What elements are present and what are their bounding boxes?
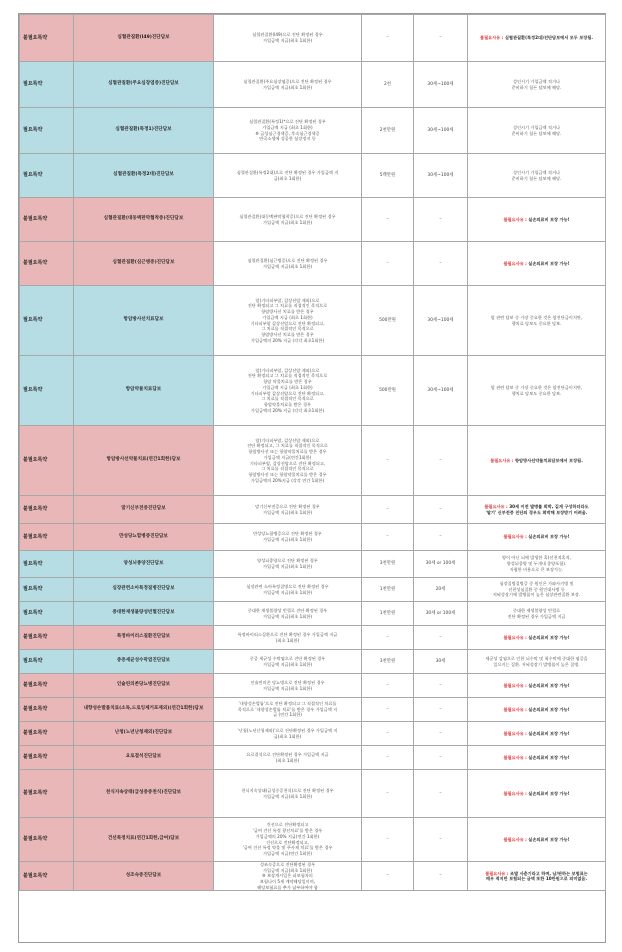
note-cell xyxy=(468,674,606,698)
table-row xyxy=(20,356,606,426)
age-range-cell: – xyxy=(414,242,468,286)
reason-text: 항암방사선약물치료담보에서 보장됨. xyxy=(515,457,583,463)
coverage-name-cell: 심혈관질환(주요심장염증)진단담보 xyxy=(74,62,214,108)
reason-prefix: 불필요사유 : xyxy=(503,682,529,688)
coverage-name-cell: 말기신부전증진단담보 xyxy=(74,496,214,524)
description-cell: 인슐린의존 당뇨병으로 진단 확정된 경우 가입금액 지급(최초 1회한) xyxy=(214,674,362,698)
category-cell: 불필요특약 xyxy=(20,626,74,650)
category-cell: 필요특약 xyxy=(20,650,74,674)
note-cell: 성인시기 가입금액 적거나 준비하기 힘든 담보에 해당. xyxy=(468,62,606,108)
table-row xyxy=(20,746,606,770)
description-cell: 양성뇌종양으로 진단 확정된 경우 가입금액 지급(최초 1회한) xyxy=(214,551,362,578)
amount-cell: – xyxy=(362,626,414,650)
reason-text: 실손의료비 보장 가능! xyxy=(528,682,570,688)
reason-prefix: 불필요사유 : xyxy=(503,730,529,736)
table-row xyxy=(20,62,606,108)
table-row xyxy=(20,770,606,818)
age-range-cell: – xyxy=(414,15,468,62)
reason-text: 심혈관질환(특정2대)진단담보에서 모두 보장됨. xyxy=(504,35,593,41)
reason-text: 실손의료비 보장 가능! xyxy=(528,634,570,640)
table-row xyxy=(20,578,606,602)
category-cell: 불필요특약 xyxy=(20,242,74,286)
category-cell: 필요특약 xyxy=(20,356,74,426)
note-cell xyxy=(468,862,606,891)
table-row xyxy=(20,722,606,746)
coverage-name-cell: 양성뇌종양진단담보 xyxy=(74,551,214,578)
age-range-cell: – xyxy=(414,818,468,862)
age-range-cell: – xyxy=(414,722,468,746)
amount-cell: – xyxy=(362,242,414,286)
table-row xyxy=(20,154,606,198)
reason-prefix: 불필요사유 : xyxy=(485,870,511,876)
reason-text: 30세 이전 발병률 희박, 길게 구성하더라도 '말기' 신부전증 진단의 경우도 희박해 보장받기 어려움. xyxy=(485,503,589,515)
description-cell: 말기신부전증으로 진단 확정된 경우 가입금액 지급(최초 1회한) xyxy=(214,496,362,524)
coverage-name-cell: 인슐린의존당뇨병진단담보 xyxy=(74,674,214,698)
reason-prefix: 불필요사유 : xyxy=(490,457,516,463)
description-cell: 심혈관질환(주요심장염증)으로 진단 확정된 경우 가입금액 지급(최초 1회한) xyxy=(214,62,362,108)
amount-cell: – xyxy=(362,818,414,862)
amount-cell: 500만원 xyxy=(362,356,414,426)
reason-prefix: 불필요사유 : xyxy=(503,706,529,712)
coverage-name-cell: 심혈관질환(대동맥판막협착증)진단담보 xyxy=(74,198,214,242)
table-row xyxy=(20,524,606,551)
coverage-name-cell: 심혈관질환(특정1)진단담보 xyxy=(74,108,214,154)
category-cell: 불필요특약 xyxy=(20,496,74,524)
description-cell: 천식지속상태(급성중증천식)으로 진단 확정된 경우 가입금액 지급(최초 1회한) xyxy=(214,770,362,818)
reason-prefix: 불필요사유 : xyxy=(503,754,529,760)
reason-text: 실손의료비 보장 가능! xyxy=(528,836,570,842)
amount-cell: 1천만원 xyxy=(362,602,414,626)
description-cell: 암(기타피부암, 갑상선암 제외)으로 진단 확정되고 그 치료를 직접적인 목적으로 항암 약물치료를 받은 경우 가입금액 지급 (최초 1회한) 기타피부암 갑상선암으로 진단 확정되고, 그 치료를 직접적인 목적으로 항암약물치료를 받은 경우 가입금액의 20% 지급 (각각 최초1회한) xyxy=(214,356,362,426)
reason-text: 실손의료비 보장 가능! xyxy=(528,790,570,796)
coverage-name-cell: 특정바이러스질환진단담보 xyxy=(74,626,214,650)
category-cell: 불필요특약 xyxy=(20,818,74,862)
note-cell xyxy=(468,626,606,650)
table-row xyxy=(20,818,606,862)
table-row xyxy=(20,426,606,496)
age-range-cell: 30세~100세 xyxy=(414,356,468,426)
amount-cell: – xyxy=(362,496,414,524)
amount-cell: – xyxy=(362,722,414,746)
coverage-table-container xyxy=(18,13,606,943)
note-cell xyxy=(468,722,606,746)
reason-prefix: 불필요사유 : xyxy=(503,216,529,222)
description-cell: 만성당뇨합병증으로 진단 확정된 경우 가입금액 지급(최초 1회한) xyxy=(214,524,362,551)
amount-cell: – xyxy=(362,426,414,496)
coverage-name-cell: 건선특정치료(연간1회한,급여)담보 xyxy=(74,818,214,862)
coverage-name-cell: 심장관련소아특정질병진단담보 xyxy=(74,578,214,602)
age-range-cell: 30세~100세 xyxy=(414,154,468,198)
coverage-name-cell: 천식지속상태(급성중증천식)진단담보 xyxy=(74,770,214,818)
age-range-cell: – xyxy=(414,198,468,242)
description-cell: 심장관련 소아특정질병으로 진단 확정된 경우 가입금액 지급(최초 1회한) xyxy=(214,578,362,602)
age-range-cell: 20세 xyxy=(414,578,468,602)
amount-cell: – xyxy=(362,15,414,62)
category-cell: 불필요특약 xyxy=(20,198,74,242)
coverage-name-cell: 심혈관질환(심근병증)진단담보 xyxy=(74,242,214,286)
amount-cell: – xyxy=(362,524,414,551)
category-cell: 필요특약 xyxy=(20,154,74,198)
table-row xyxy=(20,650,606,674)
description-cell: 암(기타피부암, 갑상선암 제외)으로 진단 확정되고, 그 치료를 직접적인 목적으로 항암방사선 또는 항암약물치료를 받은 경우 가입금액 지급(연간1회한) 기타피부암, 갑상선암으로 진단 확정되고, 그 치료를 직접적인 목적으로 항암방사선 또는 항암약물치료를 받은 경우 가입금액의 20%지급 (각각 연간 1회한) xyxy=(214,426,362,496)
category-cell: 필요특약 xyxy=(20,108,74,154)
note-cell xyxy=(468,496,606,524)
reason-prefix: 불필요사유 : xyxy=(484,503,510,509)
category-cell: 필요특약 xyxy=(20,602,74,626)
amount-cell: 2천 xyxy=(362,62,414,108)
age-range-cell: – xyxy=(414,770,468,818)
age-range-cell: – xyxy=(414,626,468,650)
reason-prefix: 불필요사유 : xyxy=(503,836,529,842)
reason-text: 조발 사춘기라고 하며, 남/판하는 보험료는 매우 적지만 보험되는 금액 또한 10만원으로 의미없음. xyxy=(485,870,588,882)
age-range-cell: 30세 or 100세 xyxy=(414,551,468,578)
coverage-name-cell: 내향성손발톱치료(소독,드로잉제거포제외)(연간1회한)담보 xyxy=(74,698,214,722)
coverage-table xyxy=(19,14,606,891)
reason-text: 실손의료비 보장 가능! xyxy=(528,706,570,712)
amount-cell: – xyxy=(362,198,414,242)
note-cell: 성인시기 가입금액 적거나 준비하기 힘든 담보에 해당. xyxy=(468,108,606,154)
reason-prefix: 불필요사유 : xyxy=(503,534,529,540)
category-cell: 불필요특약 xyxy=(20,426,74,496)
age-range-cell: – xyxy=(414,862,468,891)
note-cell xyxy=(468,770,606,818)
age-range-cell: – xyxy=(414,496,468,524)
description-cell: 심혈관질환(심근병증)으로 진단 확정된 경우 가입금액 지급(최초 1회한) xyxy=(214,242,362,286)
category-cell: 필요특약 xyxy=(20,578,74,602)
age-range-cell: 30세~100세 xyxy=(414,62,468,108)
age-range-cell: – xyxy=(414,698,468,722)
description-cell: 심혈관질환(특정1)*으로 진단 확정된 경우 가입금액 지급 (최초 1회한) ※ 급성심근경색증, 후속심근경색증 만곡소생에 성공한 심장정지 등 xyxy=(214,108,362,154)
amount-cell: – xyxy=(362,746,414,770)
note-cell: 암 관련 담보 중 가장 중요한 것은 암진단금이지만, 행치료 담보도 중요한 담보. xyxy=(468,356,606,426)
table-row xyxy=(20,286,606,356)
coverage-name-cell: 만성당뇨합병증진단담보 xyxy=(74,524,214,551)
description-cell: '내향성손발톱'으로 진단 확정되고 그 직접적인 치료를 목적으로 '내향성손발톱 치료'를 받은 경우 가입금액 지 급 (연간 1회한) xyxy=(214,698,362,722)
note-cell: 성인시기 가입금액 적거나 준비하기 힘든 담보에 해당. xyxy=(468,154,606,198)
note-cell xyxy=(468,698,606,722)
age-range-cell: – xyxy=(414,426,468,496)
table-row xyxy=(20,551,606,578)
coverage-name-cell: 성조숙증진단담보 xyxy=(74,862,214,891)
reason-prefix: 불필요사유 : xyxy=(480,35,505,41)
category-cell: 필요특약 xyxy=(20,286,74,356)
description-cell: 중증 세균성 수막염으로 진단 확정된 경우 가입금액 지급(최초 1회한) xyxy=(214,650,362,674)
reason-prefix: 불필요사유 : xyxy=(503,790,529,796)
category-cell: 필요특약 xyxy=(20,551,74,578)
note-cell: 암 관련 담보 중 가장 중요한 것은 암진단금이지만, 행치료 담보도 중요한 담보. xyxy=(468,286,606,356)
amount-cell: 500만원 xyxy=(362,286,414,356)
note-cell xyxy=(468,242,606,286)
note-cell xyxy=(468,15,606,62)
category-cell: 불필요특약 xyxy=(20,674,74,698)
coverage-name-cell: 심혈관질환(I49)진단담보 xyxy=(74,15,214,62)
amount-cell: – xyxy=(362,698,414,722)
table-row xyxy=(20,626,606,650)
description-cell: 암(기타피부암, 갑상선암 제외)으로 진단 확정되고 그 치료를 직접적인 목적으로 항암방사선 치료를 받은 경우 가입금액 지급 (최초 1회한) 기타피부암 갑상선암으로 진단 확정되고, 그 치료를 직접적인 목적으로 항암방사선 치료를 받은 경우 가입금액의 20% 지급 (각각 최초1회한) xyxy=(214,286,362,356)
amount-cell: – xyxy=(362,770,414,818)
amount-cell: – xyxy=(362,674,414,698)
reason-text: 실손의료비 보장 가능! xyxy=(528,216,570,222)
description-cell: 건선으로 진단확정되고 '급여 건선 특정 광선치료'를 받은 경우 가입금액의 20% 지급(연간 1회한) 건선으로 진단확정되고, '급여 건선 특정 약물 및 주사제 치료'를 받은 경우 가입금액 지급(연간 1회한) xyxy=(214,818,362,862)
amount-cell: 3천만원 xyxy=(362,551,414,578)
table-row xyxy=(20,862,606,891)
note-cell: 심장질병질병증 중 원인은 가와사키병 및 선천성심질환 중 원인대사병 등 저녁성장기에 발병률이 높은 심장관련질환 보장. xyxy=(468,578,606,602)
description-cell: '난청(노년난청제외)'으로 진단확정된 경우 가입금액 지 급(최초 1회한) xyxy=(214,722,362,746)
category-cell: 불필요특약 xyxy=(20,862,74,891)
reason-text: 실손의료비 보장 가능! xyxy=(528,534,570,540)
note-cell xyxy=(468,746,606,770)
table-row xyxy=(20,108,606,154)
note-cell: 양이 아닌 뇌에 발생한 혹(선천적혹적, 양성뇌종양 및 두개내 종양포함). 저렴한 비용으로 큰 보장가능. xyxy=(468,551,606,578)
table-row xyxy=(20,198,606,242)
age-range-cell: 30세 or 100세 xyxy=(414,602,468,626)
note-cell: 중대한 재생불량성 빈혈로 진단 확정된 경우 가입금액 지급 xyxy=(468,602,606,626)
category-cell: 불필요특약 xyxy=(20,524,74,551)
reason-prefix: 불필요사유 : xyxy=(503,634,529,640)
coverage-table-body xyxy=(20,15,606,891)
description-cell: 심혈관질환(대동맥판막협착증)으로 진단 확정된 경우 가입금액 지급(최초 1회한) xyxy=(214,198,362,242)
table-row xyxy=(20,15,606,62)
note-cell xyxy=(468,426,606,496)
note-cell: 세균성 감염으로 인한 뇌수막 및 척수막에 중대한 염증을 일으키는 질환. 저녁성장기 발병률이 높은 질병. xyxy=(468,650,606,674)
age-range-cell: – xyxy=(414,746,468,770)
table-row xyxy=(20,698,606,722)
age-range-cell: – xyxy=(414,524,468,551)
reason-text: 실손의료비 보장 가능! xyxy=(528,260,570,266)
coverage-name-cell: 항암방사선약물치료(연간1회한)담보 xyxy=(74,426,214,496)
reason-text: 실손의료비 보장 가능! xyxy=(528,754,570,760)
description-cell: 요로결석으로 진단확정된 경우 가입금액 지급 (최초 1회한) xyxy=(214,746,362,770)
coverage-name-cell: 중증세균성수막염진단담보 xyxy=(74,650,214,674)
coverage-name-cell: 난청(노년난청제외)진단담보 xyxy=(74,722,214,746)
coverage-name-cell: 요로결석진단담보 xyxy=(74,746,214,770)
description-cell: 성조숙증으로 진단확정된 경우 가입금액 지급(최초 1회한) ※ 보장개시일은 피보험자의 보험나이 5세 계약해당일이며, 해당보험료를 추가 납부하여야 함 xyxy=(214,862,362,891)
reason-prefix: 불필요사유 : xyxy=(503,260,529,266)
note-cell xyxy=(468,818,606,862)
table-row xyxy=(20,674,606,698)
coverage-name-cell: 심혈관질환(특정2대)진단담보 xyxy=(74,154,214,198)
amount-cell: 5백만원 xyxy=(362,154,414,198)
coverage-name-cell: 항암약물치료담보 xyxy=(74,356,214,426)
table-row xyxy=(20,602,606,626)
amount-cell: – xyxy=(362,862,414,891)
category-cell: 불필요특약 xyxy=(20,746,74,770)
age-range-cell: 30세 xyxy=(414,650,468,674)
age-range-cell: 30세~100세 xyxy=(414,108,468,154)
category-cell: 불필요특약 xyxy=(20,722,74,746)
amount-cell: 2천만원 xyxy=(362,108,414,154)
category-cell: 불필요특약 xyxy=(20,15,74,62)
category-cell: 불필요특약 xyxy=(20,698,74,722)
coverage-name-cell: 항암방사선치료담보 xyxy=(74,286,214,356)
description-cell: 심혈관질환(특정2대)으로 진단 확정된 경우 가입금액 지 급(최초 1회한) xyxy=(214,154,362,198)
age-range-cell: 30세~100세 xyxy=(414,286,468,356)
category-cell: 불필요특약 xyxy=(20,770,74,818)
description-cell: 특정바이러스질환으로 진단 확정된 경우 가입금액 지급 (최초 1회한) xyxy=(214,626,362,650)
description-cell: 심혈관질환(I49)으로 진단 확정된 경우 가입금액 지급(최초 1회한) xyxy=(214,15,362,62)
note-cell xyxy=(468,198,606,242)
amount-cell: 3천만원 xyxy=(362,650,414,674)
description-cell: 중대한 재생불량성 빈혈로 진단 확정된 경우 가입금액 지급(최초 1회한) xyxy=(214,602,362,626)
table-row xyxy=(20,242,606,286)
coverage-name-cell: 중대한재생불량성빈혈진단담보 xyxy=(74,602,214,626)
note-cell xyxy=(468,524,606,551)
amount-cell: 1천만원 xyxy=(362,578,414,602)
category-cell: 필요특약 xyxy=(20,62,74,108)
age-range-cell: – xyxy=(414,674,468,698)
table-row xyxy=(20,496,606,524)
reason-text: 실손의료비 보장 가능! xyxy=(528,730,570,736)
